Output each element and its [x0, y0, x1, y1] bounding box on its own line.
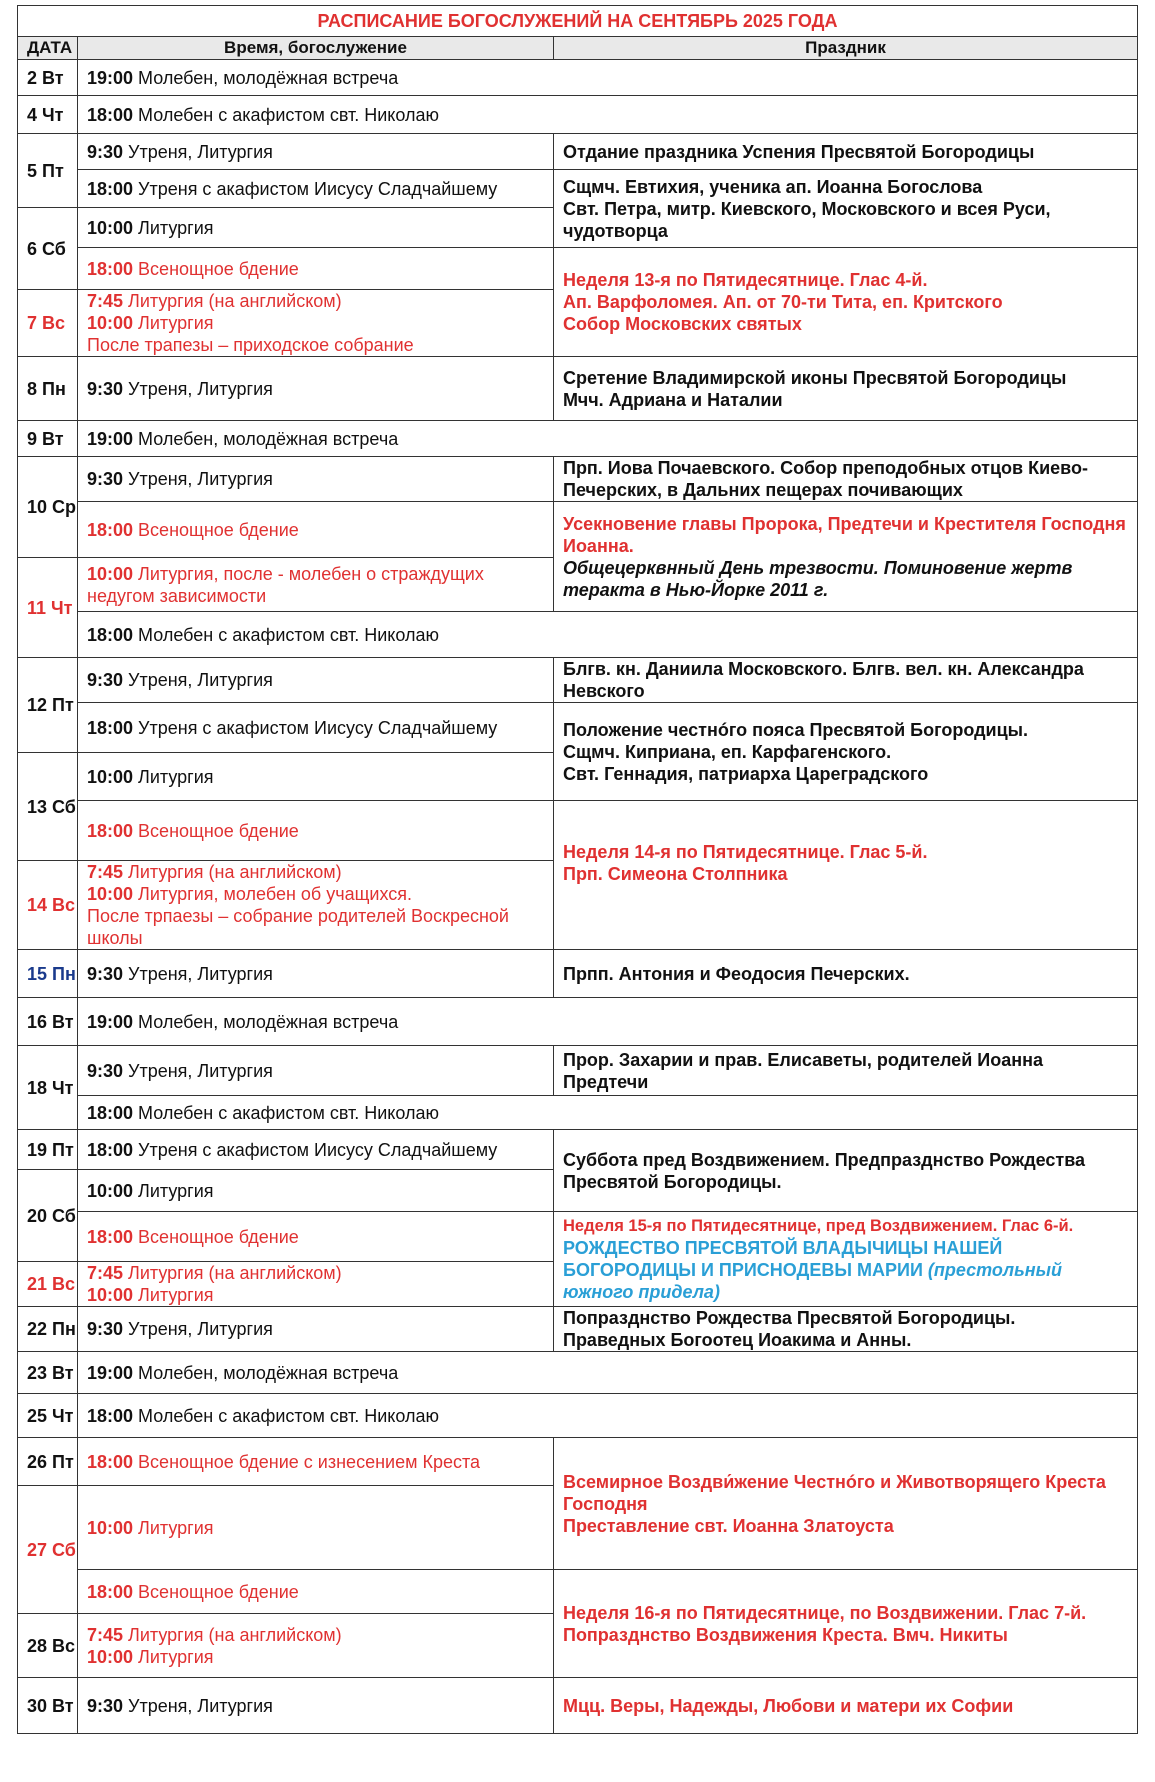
- service-cell: 9:30 Утреня, Литургия: [78, 134, 554, 170]
- service-cell: 19:00 Молебен, молодёжная встреча: [78, 1352, 1138, 1394]
- table-row: [18, 502, 1138, 558]
- date-cell: 10 Ср: [18, 457, 78, 558]
- date-cell: 2 Вт: [18, 60, 78, 96]
- service-cell: 18:00 Всенощное бдение: [78, 1570, 554, 1614]
- feast-cell: Прп. Иова Почаевского. Собор преподобных отцов Киево-Печерских, в Дальних пещерах почивающих: [554, 457, 1138, 502]
- date-cell: 27 Сб: [18, 1486, 78, 1614]
- service-cell: 18:00 Утреня с акафистом Иисусу Сладчайшему: [78, 170, 554, 208]
- service-cell: 9:30 Утреня, Литургия: [78, 658, 554, 703]
- service-cell: 18:00 Молебен с акафистом свт. Николаю: [78, 1394, 1138, 1438]
- service-cell: 10:00 Литургия: [78, 208, 554, 248]
- table-row: [18, 457, 1138, 502]
- service-cell: 18:00 Молебен с акафистом свт. Николаю: [78, 612, 1138, 658]
- date-cell: 6 Сб: [18, 208, 78, 290]
- header-feast: Праздник: [554, 37, 1138, 60]
- service-cell: 10:00 Литургия: [78, 753, 554, 801]
- date-cell: 9 Вт: [18, 421, 78, 457]
- table-row: [18, 1352, 1138, 1394]
- date-cell: 7 Вс: [18, 290, 78, 357]
- feast-cell: Неделя 16-я по Пятидесятнице, по Воздвижении. Глас 7-й. Попразднство Воздвижения Креста. Вмч. Никиты: [554, 1570, 1138, 1678]
- feast-cell: Блгв. кн. Даниила Московского. Блгв. вел. кн. Александра Невского: [554, 658, 1138, 703]
- feast-cell: Всемирное Воздви́жение Честнóго и Животворящего Креста Господня Преставление свт. Иоанна Златоуста: [554, 1438, 1138, 1570]
- service-cell: 9:30 Утреня, Литургия: [78, 1046, 554, 1096]
- feast-cell: Неделя 13-я по Пятидесятнице. Глас 4-й. Ап. Варфоломея. Ап. от 70-ти Тита, еп. Критского Собор Московских святых: [554, 248, 1138, 357]
- date-cell: 19 Пт: [18, 1130, 78, 1170]
- date-cell: 28 Вс: [18, 1614, 78, 1678]
- feast-cell: Прор. Захарии и прав. Елисаветы, родителей Иоанна Предтечи: [554, 1046, 1138, 1096]
- date-cell: 4 Чт: [18, 96, 78, 134]
- service-cell: 7:45 Литургия (на английском) 10:00 Литургия: [78, 1262, 554, 1307]
- service-cell: 18:00 Всенощное бдение: [78, 502, 554, 558]
- date-cell: 12 Пт: [18, 658, 78, 753]
- service-cell: 18:00 Всенощное бдение: [78, 248, 554, 290]
- date-cell: 8 Пн: [18, 357, 78, 421]
- table-row: [18, 170, 1138, 208]
- service-cell: 7:45 Литургия (на английском) 10:00 Литургия, молебен об учащихся. После трпаезы – собрание родителей Воскресной школы: [78, 861, 554, 950]
- table-row: [18, 60, 1138, 96]
- service-cell: 10:00 Литургия: [78, 1486, 554, 1570]
- service-cell: 10:00 Литургия, после - молебен о страждущих недугом зависимости: [78, 558, 554, 612]
- date-cell: 30 Вт: [18, 1678, 78, 1734]
- service-cell: 7:45 Литургия (на английском) 10:00 Литургия После трапезы – приходское собрание: [78, 290, 554, 357]
- service-cell: 18:00 Утреня с акафистом Иисусу Сладчайшему: [78, 1130, 554, 1170]
- table-row: [18, 998, 1138, 1046]
- feast-cell: Мцц. Веры, Надежды, Любови и матери их Софии: [554, 1678, 1138, 1734]
- date-cell: 18 Чт: [18, 1046, 78, 1130]
- table-row: [18, 357, 1138, 421]
- feast-cell: Сретение Владимирской иконы Пресвятой Богородицы Мчч. Адриана и Наталии: [554, 357, 1138, 421]
- date-cell: 14 Вс: [18, 861, 78, 950]
- service-cell: 18:00 Всенощное бдение с изнесением Креста: [78, 1438, 554, 1486]
- table-row: [18, 1130, 1138, 1170]
- date-cell: 5 Пт: [18, 134, 78, 208]
- service-cell: 18:00 Всенощное бдение: [78, 1212, 554, 1262]
- service-cell: 9:30 Утреня, Литургия: [78, 1307, 554, 1352]
- date-cell: 26 Пт: [18, 1438, 78, 1486]
- service-cell: 9:30 Утреня, Литургия: [78, 950, 554, 998]
- table-row: [18, 1394, 1138, 1438]
- table-row: [18, 612, 1138, 658]
- table-row: [18, 703, 1138, 753]
- date-cell: 16 Вт: [18, 998, 78, 1046]
- table-row: [18, 801, 1138, 861]
- page-title: РАСПИСАНИЕ БОГОСЛУЖЕНИЙ НА СЕНТЯБРЬ 2025 ГОДА: [18, 6, 1138, 37]
- table-row: [18, 1570, 1138, 1614]
- table-row: [18, 1096, 1138, 1130]
- service-cell: 18:00 Всенощное бдение: [78, 801, 554, 861]
- service-cell: 10:00 Литургия: [78, 1170, 554, 1212]
- table-row: [18, 248, 1138, 290]
- service-cell: 18:00 Молебен с акафистом свт. Николаю: [78, 1096, 1138, 1130]
- date-cell: 15 Пн: [18, 950, 78, 998]
- date-cell: 22 Пн: [18, 1307, 78, 1352]
- header-service: Время, богослужение: [78, 37, 554, 60]
- date-cell: 11 Чт: [18, 558, 78, 658]
- feast-cell: Усекновение главы Пророка, Предтечи и Крестителя Господня Иоанна. Общецерквнный День трезвости. Поминовение жертв теракта в Нью-Йорке 2011 г.: [554, 502, 1138, 612]
- table-row: [18, 134, 1138, 170]
- service-cell: 7:45 Литургия (на английском) 10:00 Литургия: [78, 1614, 554, 1678]
- date-cell: 13 Сб: [18, 753, 78, 861]
- table-row: [18, 96, 1138, 134]
- header-date: ДАТА: [18, 37, 78, 60]
- service-cell: 19:00 Молебен, молодёжная встреча: [78, 60, 1138, 96]
- service-cell: 9:30 Утреня, Литургия: [78, 457, 554, 502]
- date-cell: 25 Чт: [18, 1394, 78, 1438]
- table-row: [18, 1307, 1138, 1352]
- feast-cell: Неделя 14-я по Пятидесятнице. Глас 5-й. Прп. Симеона Столпника: [554, 801, 1138, 950]
- table-row: [18, 950, 1138, 998]
- service-cell: 19:00 Молебен, молодёжная встреча: [78, 998, 1138, 1046]
- table-row: [18, 1212, 1138, 1262]
- service-cell: 9:30 Утреня, Литургия: [78, 1678, 554, 1734]
- table-row: [18, 1678, 1138, 1734]
- service-cell: 9:30 Утреня, Литургия: [78, 357, 554, 421]
- feast-cell: Суббота пред Воздвижением. Предпразднство Рождества Пресвятой Богородицы.: [554, 1130, 1138, 1212]
- date-cell: 21 Вс: [18, 1262, 78, 1307]
- feast-cell: Отдание праздника Успения Пресвятой Богородицы: [554, 134, 1138, 170]
- feast-cell: Неделя 15-я по Пятидесятнице, пред Воздвижением. Глас 6-й. РОЖДЕСТВО ПРЕСВЯТОЙ ВЛАДЫЧИЦЫ НАШЕЙ БОГОРОДИЦЫ И ПРИСНОДЕВЫ МАРИИ (престольный южного придела): [554, 1212, 1138, 1307]
- feast-cell: Положение честнóго пояса Пресвятой Богородицы. Сщмч. Киприана, еп. Карфагенского. Свт. Геннадия, патриарха Цареградского: [554, 703, 1138, 801]
- table-row: [18, 1046, 1138, 1096]
- table-row: [18, 1438, 1138, 1486]
- table-row: [18, 421, 1138, 457]
- schedule-table: [17, 5, 1138, 1734]
- feast-cell: Прпп. Антония и Феодосия Печерских.: [554, 950, 1138, 998]
- service-cell: 19:00 Молебен, молодёжная встреча: [78, 421, 1138, 457]
- feast-cell: Сщмч. Евтихия, ученика ап. Иоанна Богослова Свт. Петра, митр. Киевского, Московского и всея Руси, чудотворца: [554, 170, 1138, 248]
- service-cell: 18:00 Молебен с акафистом свт. Николаю: [78, 96, 1138, 134]
- service-cell: 18:00 Утреня с акафистом Иисусу Сладчайшему: [78, 703, 554, 753]
- feast-cell: Попразднство Рождества Пресвятой Богородицы. Праведных Богоотец Иоакима и Анны.: [554, 1307, 1138, 1352]
- date-cell: 20 Сб: [18, 1170, 78, 1262]
- date-cell: 23 Вт: [18, 1352, 78, 1394]
- table-row: [18, 658, 1138, 703]
